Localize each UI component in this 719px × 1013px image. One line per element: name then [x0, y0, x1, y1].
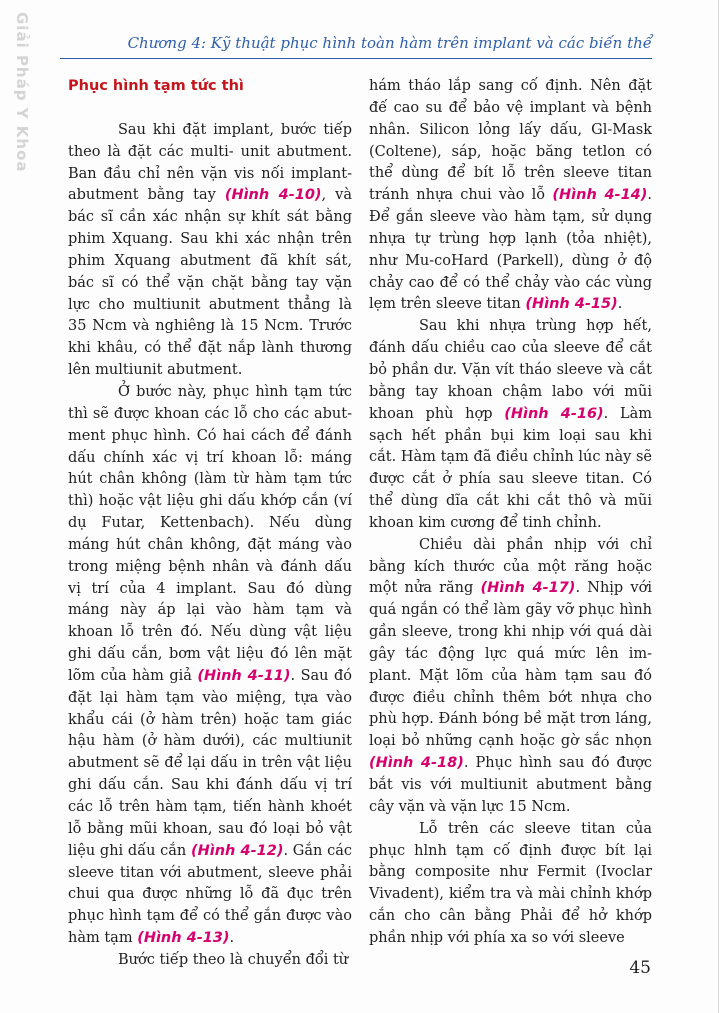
figure-reference: (Hình 4-11)	[197, 667, 291, 684]
paragraph-text: . Làm sạch hết phần bụi kim loại sau khi cắt. Hàm tạm đã điều chỉnh lúc này sẽ được cắt ở phía sau sleeve titan. Có thể dùng dĩa cắt khi cắt thô và mũi khoan kim cương để tinh chỉnh.	[369, 405, 652, 531]
paragraph-text: Sau khi nhựa trùng hợp hết, đánh dấu chiều cao của sleeve để cắt bỏ phần dư. Vặn vít tháo sleeve và cắt bằng tay khoan chậm labo với mũi khoan phù hợp	[369, 318, 652, 422]
paragraph-text: Ở bước này, phục hình tạm tức thì sẽ được khoan các lỗ cho các abut-ment phục hình. Có hai cách để đánh dấu chính xác vị trí khoan lỗ: máng hút chân không (làm từ hàm tạm tức thì) hoặc vật liệu ghi dấu khớp cắn (ví dụ Futar, Kettenbach). Nếu dùng máng hút chân không, đặt máng vào trong miệng bệnh nhân và đánh dấu vị trí của 4 implant. Sau đó dùng máng này áp lại vào hàm tạm và khoan lỗ trên đó. Nếu dùng vật liệu ghi dấu cắn, bơm vật liệu đó lên mặt lõm của hàm giả	[68, 383, 352, 684]
paragraph	[369, 316, 652, 534]
paragraph	[68, 382, 352, 950]
paragraph-text: . Phục hình sau đó được bắt vis với multiunit abutment bằng cây vặn và vặn lực 15 Ncm.	[369, 755, 652, 815]
paragraph: Bước tiếp theo là chuyển đổi từ	[118, 951, 349, 968]
paragraph-text: . Nhịp với quá ngắn có thể làm gãy vỡ phục hình gần sleeve, trong khi nhịp với quá dài gây tác động lực quá mức lên im-plant. Mặt lõm của hàm tạm sau đó được điều chỉnh thêm bớt nhựa cho phù hợp. Đánh bóng bề mặt trơn láng, loại bỏ những cạnh hoặc gờ sắc nhọn	[369, 580, 652, 750]
figure-reference: (Hình 4-17)	[480, 580, 576, 597]
figure-reference: (Hình 4-13)	[137, 930, 230, 947]
paragraph-text: . Để gắn sleeve vào hàm tạm, sử dụng nhựa tự trùng hợp lạnh (tỏa nhiệt), như Mu-coHard (Parkell), dùng ở độ chảy cao để có thể chảy vào các vùng lẹm trên sleeve titan	[369, 187, 652, 313]
figure-reference: (Hình 4-10)	[224, 187, 322, 204]
right-column	[369, 76, 652, 950]
page-number: 45	[629, 958, 651, 978]
paragraph-text: .	[617, 296, 623, 313]
side-watermark-label: Giải Pháp Y Khoa	[13, 12, 31, 173]
paragraph	[369, 535, 652, 819]
figure-reference: (Hình 4-15)	[525, 296, 618, 313]
left-column	[68, 76, 352, 972]
paragraph	[369, 76, 652, 316]
header-divider	[60, 58, 652, 59]
paragraph-text: . Sau đó đặt lại hàm tạm vào miệng, tựa vào khẩu cái (ở hàm trên) hoặc tam giác hậu hàm (ở hàm dưới), các multiunit abutment sẽ để lại dấu in trên vật liệu ghi dấu cắn. Sau khi đánh dấu vị trí các lỗ trên hàm tạm, tiến hành khoét lỗ bằng mũi khoan, sau đó loại bỏ vật liệu ghi dấu cắn	[68, 667, 352, 859]
figure-reference: (Hình 4-14)	[552, 187, 648, 204]
paragraph	[68, 120, 352, 382]
paragraph-text: Sau khi đặt implant, bước tiếp theo là đặt các multi- unit abutment. Ban đầu chỉ nên vặn vis nối implant-abutment bằng tay	[68, 121, 352, 204]
paragraph-text: Chiều dài phần nhịp với chỉ bằng kích thước của một răng hoặc một nửa răng	[369, 536, 652, 597]
paragraph-text: . Gắn các sleeve titan với abutment, sleeve phải chui qua được những lỗ đã đục trên phục hình tạm để có thể gắn được vào hàm tạm	[68, 842, 352, 947]
section-title: Phục hình tạm tức thì	[68, 78, 244, 94]
paragraph-text: , và bác sĩ cần xác nhận sự khít sát bằng phim Xquang. Sau khi xác nhận trên phim Xquang abutment đã khít sát, bác sĩ có thể vặn chặt bằng tay vặn lực cho multiunit abutment thẳng là 35 Ncm và nghiêng là 15 Ncm. Trước khi khâu, có thể đặt nắp lành thương lên multiunit abutment.	[68, 187, 352, 379]
paragraph-text: hám tháo lắp sang cố định. Nên đặt đế cao su để bảo vệ implant và bệnh nhân. Silicon lỏng lấy dấu, Gl-Mask (Coltene), sáp, hoặc băng tetlon có thể dùng để bít lỗ trên sleeve titan tránh nhựa chui vào lỗ	[369, 78, 652, 204]
figure-reference: (Hình 4-18)	[369, 755, 464, 772]
figure-reference: (Hình 4-12)	[191, 842, 284, 859]
chapter-header: Chương 4: Kỹ thuật phục hình toàn hàm trên implant và các biến thể	[127, 34, 652, 52]
paragraph: Lỗ trên các sleeve titan của phục hlnh tạm cố định được bít lại bằng composite như Fermit (Ivoclar Vivadent), kiểm tra và mài chỉnh khớp cắn cho cân bằng Phải để hở khớp phần nhịp với phía xa so với sleeve	[369, 820, 652, 946]
paragraph-text: .	[229, 930, 235, 947]
figure-reference: (Hình 4-16)	[504, 405, 604, 422]
